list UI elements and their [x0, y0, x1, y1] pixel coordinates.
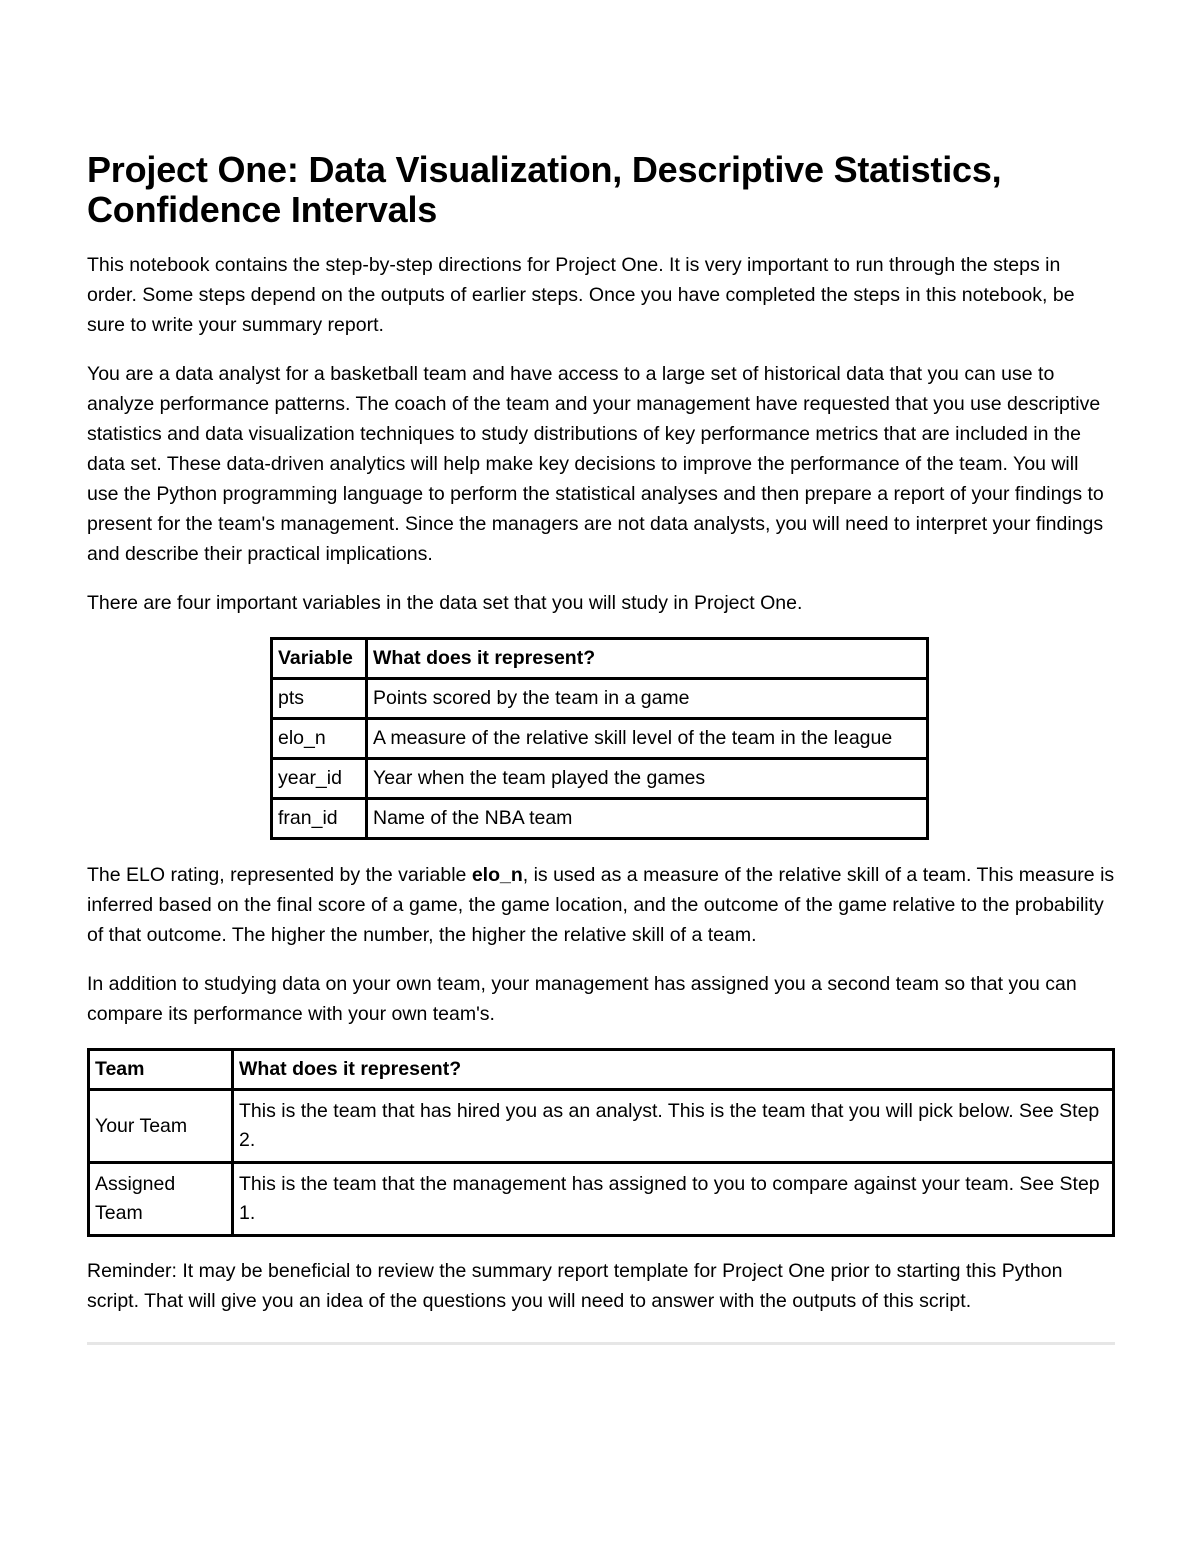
table-cell: Name of the NBA team — [367, 799, 928, 839]
table-cell: elo_n — [272, 719, 367, 759]
variables-intro-paragraph: There are four important variables in the data set that you will study in Project One. — [87, 592, 803, 614]
table-cell: Points scored by the team in a game — [367, 679, 928, 719]
table-cell: A measure of the relative skill level of the team in the league — [367, 719, 928, 759]
table-cell: Assigned Team — [89, 1163, 233, 1236]
table-row — [272, 719, 928, 759]
horizontal-divider — [87, 1342, 1115, 1345]
table-cell: year_id — [272, 759, 367, 799]
table-cell: This is the team that the management has assigned to you to compare against your team. See Step 1. — [233, 1163, 1114, 1236]
intro-paragraph: This notebook contains the step-by-step directions for Project One. It is very important to run through the steps in order. Some steps depend on the outputs of earlier steps. Once you have completed the steps in this notebook, be sure to write your summary report. — [87, 254, 1075, 336]
page-title: Project One: Data Visualization, Descriptive Statistics, Confidence Intervals — [87, 149, 1002, 230]
table-row — [89, 1163, 1114, 1236]
elo-paragraph — [87, 860, 1115, 950]
teams-table — [87, 1048, 1115, 1237]
elo-variable-name: elo_n — [471, 864, 523, 886]
table-header-cell: Variable — [272, 639, 367, 679]
variables-table — [270, 637, 929, 840]
teams-intro-paragraph: In addition to studying data on your own team, your management has assigned you a second team so that you can compare its performance with your own team's. — [87, 973, 1077, 1025]
table-cell: fran_id — [272, 799, 367, 839]
table-header-cell: Team — [89, 1050, 233, 1090]
table-row — [272, 799, 928, 839]
context-paragraph: You are a data analyst for a basketball team and have access to a large set of historical data that you can use to analyze performance patterns. The coach of the team and your management have requested that you use descriptive statistics and data visualization techniques to study distributions of key performance metrics that are included in the data set. These data-driven analytics will help make key decisions to improve the performance of the team. You will use the Python programming language to perform the statistical analyses and then prepare a report of your findings to present for the team's management. Since the managers are not data analysts, you will need to interpret your findings and describe their practical implications. — [87, 363, 1104, 565]
reminder-paragraph: Reminder: It may be beneficial to review the summary report template for Project One prior to starting this Python script. That will give you an idea of the questions you will need to answer with the outputs of this script. — [87, 1260, 1063, 1312]
document-page — [87, 150, 1115, 1345]
table-header-cell: What does it represent? — [233, 1050, 1114, 1090]
elo-text-after: , is used as a measure of the relative skill of a team. This measure is inferred based on the final score of a game, the game location, and the outcome of the game relative to the probability of that outcome. The higher the number, the higher the relative skill of a team. — [87, 864, 1115, 946]
table-cell: This is the team that has hired you as an analyst. This is the team that you will pick below. See Step 2. — [233, 1090, 1114, 1163]
table-cell: Your Team — [89, 1090, 233, 1163]
table-row — [89, 1090, 1114, 1163]
table-cell: Year when the team played the games — [367, 759, 928, 799]
table-header-row — [272, 639, 928, 679]
table-cell: pts — [272, 679, 367, 719]
table-row — [272, 679, 928, 719]
table-header-cell: What does it represent? — [367, 639, 928, 679]
table-header-row — [89, 1050, 1114, 1090]
table-row — [272, 759, 928, 799]
elo-text-before: The ELO rating, represented by the variable — [87, 864, 472, 886]
